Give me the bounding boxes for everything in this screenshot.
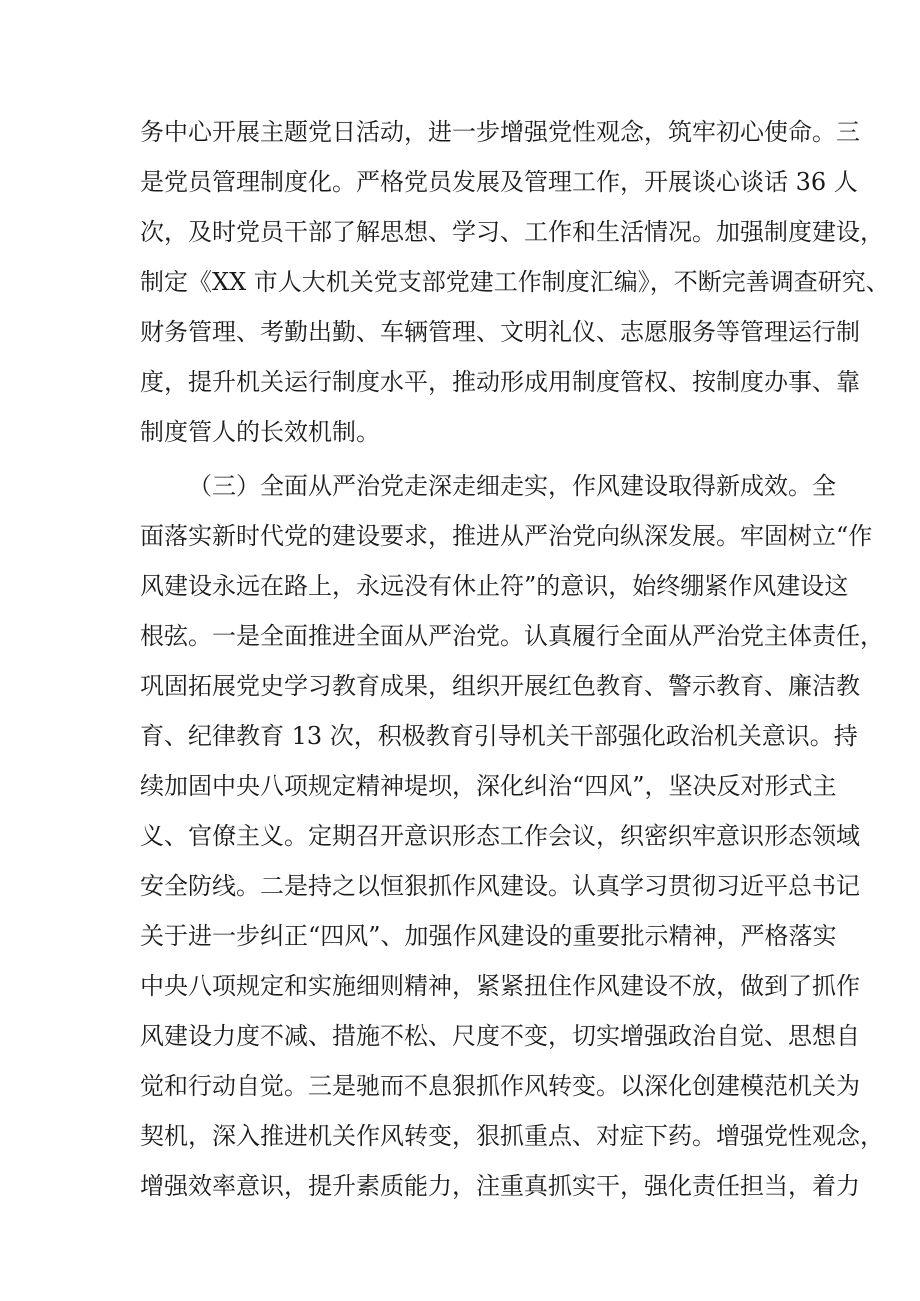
text-line: 育、纪律教育 13 次，积极教育引导机关干部强化政治机关意识。持 bbox=[140, 722, 858, 750]
text-line: 次，及时党员干部了解思想、学习、工作和生活情况。加强制度建设， bbox=[140, 218, 884, 246]
text-line: 根弦。一是全面推进全面从严治党。认真履行全面从严治党主体责任， bbox=[140, 622, 884, 650]
text-line: 安全防线。二是持之以恒狠抓作风建设。认真学习贯彻习近平总书记 bbox=[140, 872, 860, 900]
text-line: 义、官僚主义。定期召开意识形态工作会议，织密织牢意识形态领域 bbox=[140, 822, 860, 850]
text-line: 增强效率意识，提升素质能力，注重真抓实干，强化责任担当，着力 bbox=[140, 1172, 860, 1200]
text-line: 觉和行动自觉。三是驰而不息狠抓作风转变。以深化创建模范机关为 bbox=[140, 1072, 860, 1100]
text-line: 财务管理、考勤出勤、车辆管理、文明礼仪、志愿服务等管理运行制 bbox=[140, 318, 860, 346]
text-line: 中央八项规定和实施细则精神，紧紧扭住作风建设不放，做到了抓作 bbox=[140, 972, 860, 1000]
text-line: 风建设永远在路上，永远没有休止符”的意识，始终绷紧作风建设这 bbox=[140, 572, 849, 600]
text-line: 制定《XX 市人大机关党支部党建工作制度汇编》，不断完善调查研究、 bbox=[140, 268, 890, 296]
text-line: 契机，深入推进机关作风转变，狠抓重点、对症下药。增强党性观念， bbox=[140, 1122, 884, 1150]
text-line: 面落实新时代党的建设要求，推进从严治党向纵深发展。牢固树立“作 bbox=[140, 522, 873, 550]
text-line: 度，提升机关运行制度水平，推动形成用制度管权、按制度办事、靠 bbox=[140, 368, 860, 396]
text-line: 制度管人的长效机制。 bbox=[140, 418, 380, 446]
text-line: 风建设力度不减、措施不松、尺度不变，切实增强政治自觉、思想自 bbox=[140, 1022, 860, 1050]
text-line: （三）全面从严治党走深走细走实，作风建设取得新成效。全 bbox=[188, 472, 836, 500]
text-line: 续加固中央八项规定精神堤坝，深化纠治“四风”，坚决反对形式主 bbox=[140, 772, 837, 800]
text-line: 关于进一步纠正“四风”、加强作风建设的重要批示精神，严格落实 bbox=[140, 922, 837, 950]
text-line: 务中心开展主题党日活动，进一步增强党性观念，筑牢初心使命。三 bbox=[140, 118, 860, 146]
text-line: 是党员管理制度化。严格党员发展及管理工作，开展谈心谈话 36 人 bbox=[140, 168, 858, 196]
text-line: 巩固拓展党史学习教育成果，组织开展红色教育、警示教育、廉洁教 bbox=[140, 672, 860, 700]
